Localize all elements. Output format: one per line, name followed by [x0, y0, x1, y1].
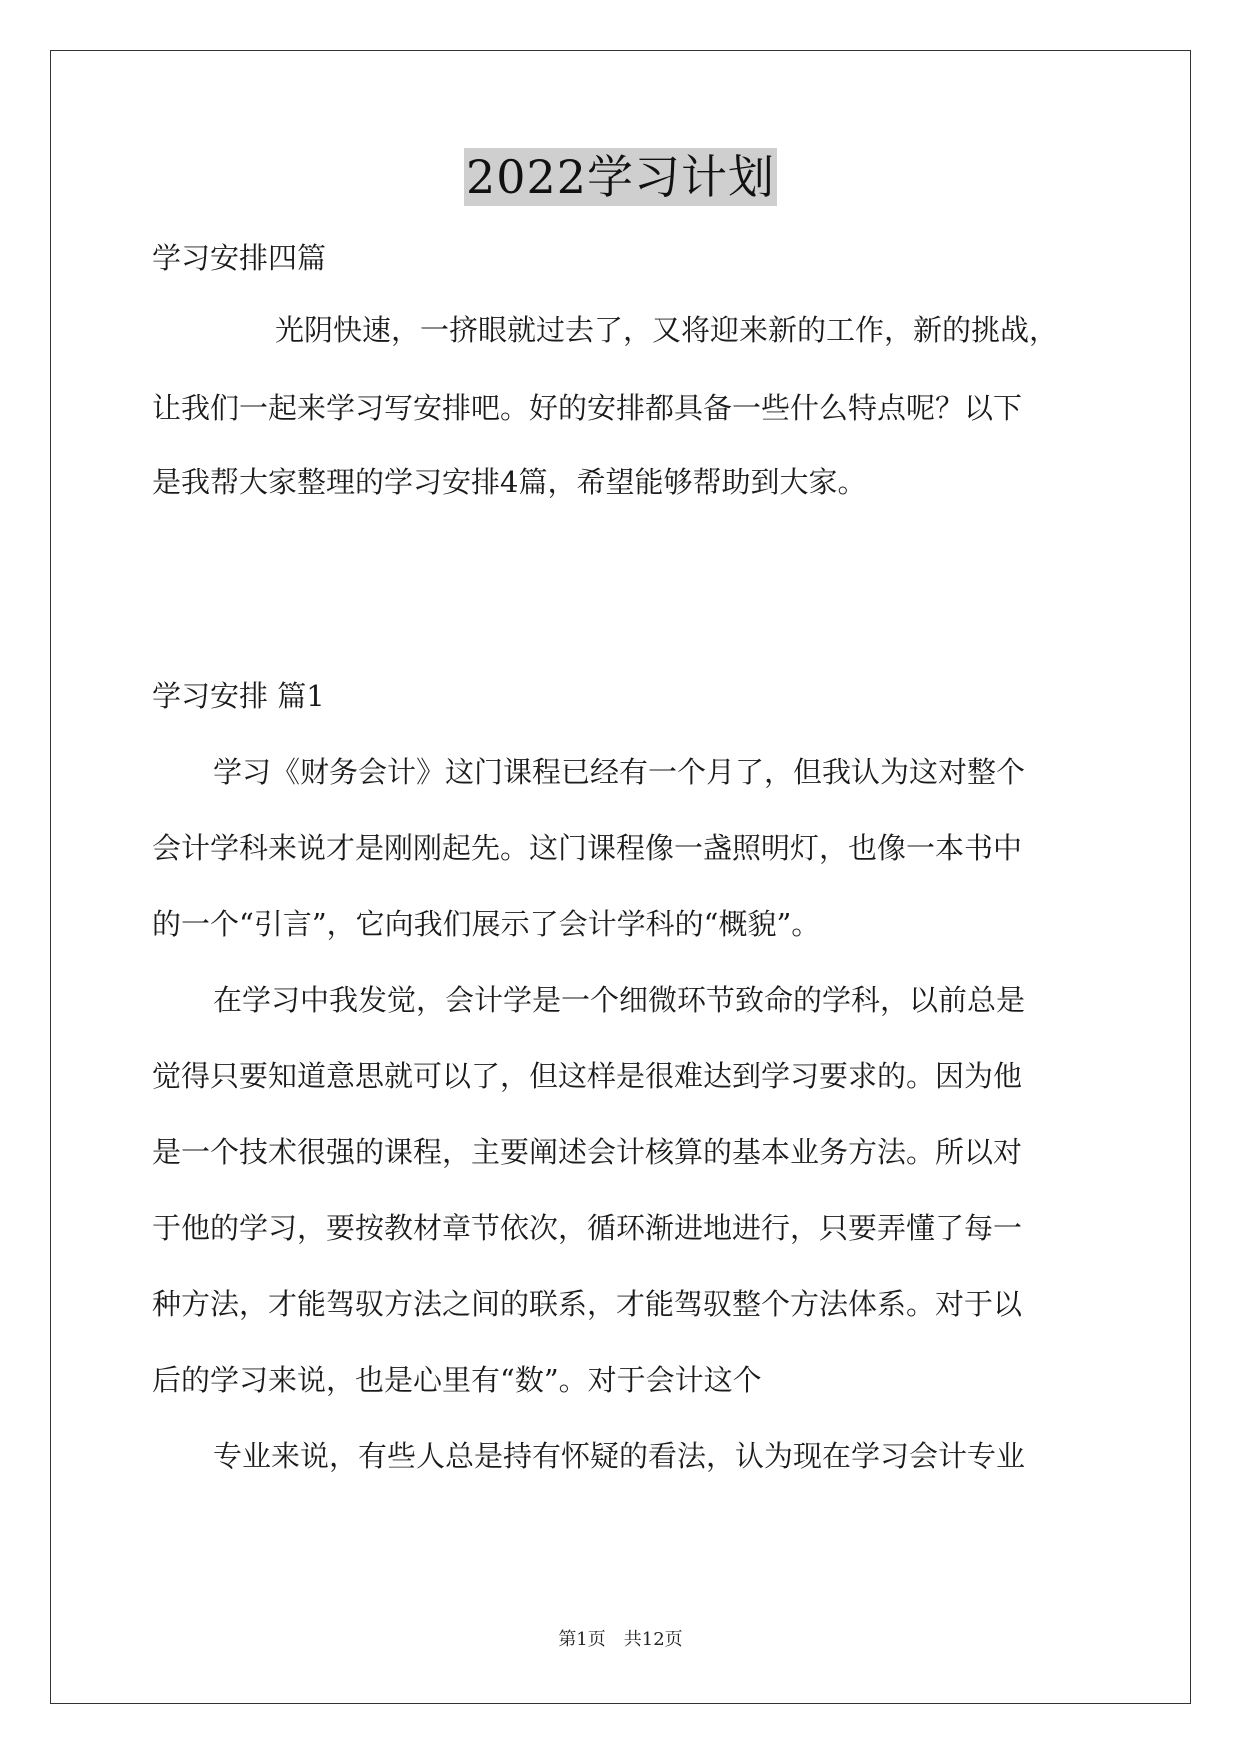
document-title — [0, 148, 1241, 206]
page-footer — [0, 1628, 1241, 1652]
paragraph-line: 种方法，才能驾驭方法之间的联系，才能驾驭整个方法体系。对于以 — [152, 1287, 1023, 1321]
section-heading: 学习安排 篇1 — [152, 679, 325, 713]
subtitle: 学习安排四篇 — [152, 241, 327, 275]
paragraph-line: 学习《财务会计》这门课程已经有一个月了，但我认为这对整个 — [213, 755, 1026, 789]
intro-line: 是我帮大家整理的学习安排4篇，希望能够帮助到大家。 — [152, 465, 867, 499]
paragraph-line: 后的学习来说，也是心里有“数”。对于会计这个 — [152, 1363, 762, 1397]
paragraph-line: 是一个技术很强的课程，主要阐述会计核算的基本业务方法。所以对 — [152, 1135, 1023, 1169]
document-title-text: 2022学习计划 — [465, 150, 776, 204]
paragraph-line: 的一个“引言”，它向我们展示了会计学科的“概貌”。 — [152, 907, 821, 941]
intro-line: 光阴快速，一挤眼就过去了，又将迎来新的工作，新的挑战， — [275, 313, 1059, 347]
paragraph-line: 觉得只要知道意思就可以了，但这样是很难达到学习要求的。因为他 — [152, 1059, 1023, 1093]
paragraph-line: 会计学科来说才是刚刚起先。这门课程像一盏照明灯，也像一本书中 — [152, 831, 1023, 865]
page-number: 第1页 共12页 — [558, 1629, 683, 1650]
intro-line: 让我们一起来学习写安排吧。好的安排都具备一些什么特点呢？以下 — [152, 391, 1023, 425]
paragraph-line: 于他的学习，要按教材章节依次，循环渐进地进行，只要弄懂了每一 — [152, 1211, 1023, 1245]
paragraph-line: 在学习中我发觉，会计学是一个细微环节致命的学科，以前总是 — [213, 983, 1026, 1017]
paragraph-line: 专业来说，有些人总是持有怀疑的看法，认为现在学习会计专业 — [213, 1439, 1026, 1473]
